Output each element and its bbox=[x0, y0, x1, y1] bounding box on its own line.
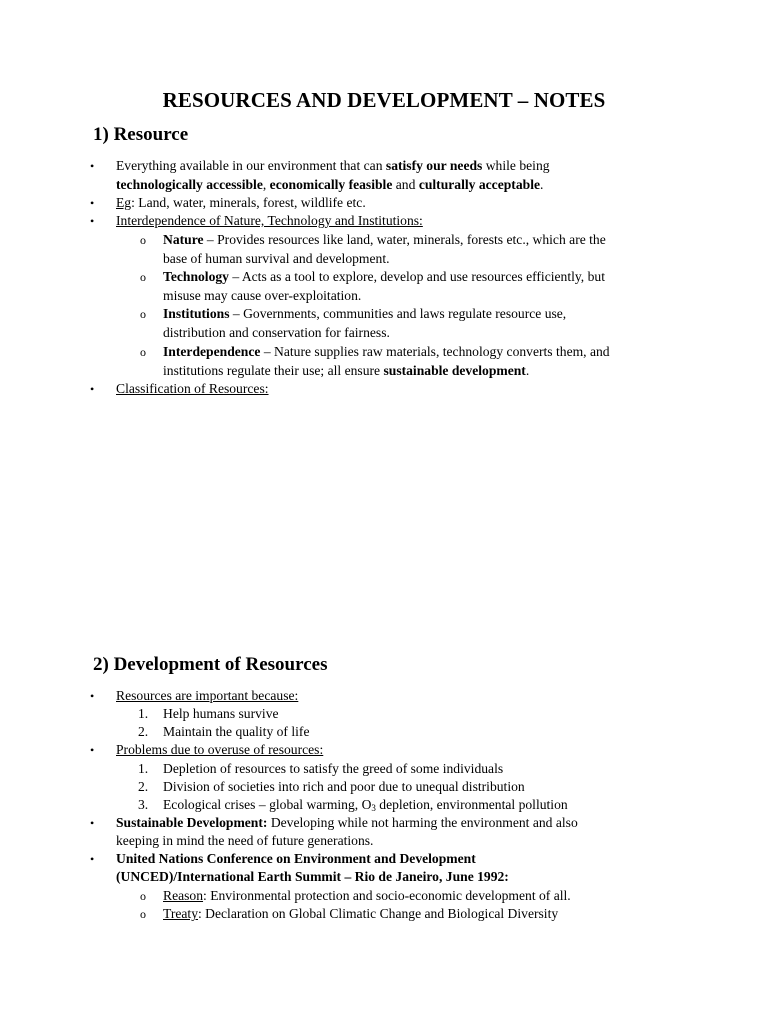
list-item: Division of societies into rich and poor due to unequal distribution bbox=[163, 779, 525, 794]
sub-bullet-icon: o bbox=[140, 270, 146, 284]
classification-heading: Classification of Resources: bbox=[116, 381, 269, 396]
list-number: 2. bbox=[138, 724, 149, 739]
unced-heading-line2: (UNCED)/International Earth Summit – Rio de Janeiro, June 1992: bbox=[116, 869, 509, 884]
bullet-icon: • bbox=[90, 743, 95, 757]
bullet-icon: • bbox=[90, 214, 95, 228]
list-item: Ecological crises – global warming, $O_3$ depletion, environmental pollution bbox=[163, 797, 568, 813]
unced-treaty: Treaty: Declaration on Global Climatic Change and Biological Diversity bbox=[163, 906, 559, 921]
bullet-icon: • bbox=[90, 196, 95, 210]
bullet-icon: • bbox=[90, 816, 95, 830]
list-number: 2. bbox=[138, 779, 149, 794]
list-number: 3. bbox=[138, 797, 149, 812]
sub-bullet-icon: o bbox=[140, 907, 146, 921]
section-heading-resource: 1) Resource bbox=[93, 124, 189, 145]
interdependence-line2: institutions regulate their use; all ensure sustainable development. bbox=[163, 363, 530, 378]
list-item: Maintain the quality of life bbox=[163, 724, 310, 739]
technology-line1: Technology – Acts as a tool to explore, develop and use resources efficiently, but bbox=[163, 269, 605, 284]
problems-heading: Problems due to overuse of resources: bbox=[116, 742, 324, 757]
sub-bullet-icon: o bbox=[140, 233, 146, 247]
unced-reason: Reason: Environmental protection and socio-economic development of all. bbox=[163, 888, 571, 903]
list-item: Help humans survive bbox=[163, 706, 279, 721]
bullet-icon: • bbox=[90, 159, 95, 173]
bullet-icon: • bbox=[90, 382, 95, 396]
nature-line1: Nature – Provides resources like land, water, minerals, forests etc., which are the bbox=[163, 232, 606, 247]
sub-bullet-icon: o bbox=[140, 307, 146, 321]
list-item: Depletion of resources to satisfy the greed of some individuals bbox=[163, 761, 504, 776]
sustainable-development-line2: keeping in mind the need of future generations. bbox=[116, 833, 374, 848]
nature-line2: base of human survival and development. bbox=[163, 251, 390, 266]
page-title: RESOURCES AND DEVELOPMENT – NOTES bbox=[162, 88, 606, 112]
interdependence-line1: Interdependence – Nature supplies raw materials, technology converts them, and bbox=[163, 344, 610, 359]
unced-heading-line1: United Nations Conference on Environment and Development bbox=[116, 851, 476, 866]
bullet-icon: • bbox=[90, 689, 95, 703]
importance-heading: Resources are important because: bbox=[116, 688, 299, 703]
list-number: 1. bbox=[138, 706, 149, 721]
list-number: 1. bbox=[138, 761, 149, 776]
bullet-icon: • bbox=[90, 852, 95, 866]
sub-bullet-icon: o bbox=[140, 889, 146, 903]
resource-definition-line2: technologically accessible, economically feasible and culturally acceptable. bbox=[116, 177, 544, 192]
section-heading-development: 2) Development of Resources bbox=[93, 654, 328, 675]
sub-bullet-icon: o bbox=[140, 345, 146, 359]
institutions-line2: distribution and conservation for fairness. bbox=[163, 325, 390, 340]
example-line: Eg: Land, water, minerals, forest, wildlife etc. bbox=[116, 195, 366, 210]
technology-line2: misuse may cause over-exploitation. bbox=[163, 288, 362, 303]
sustainable-development-line1: Sustainable Development: Developing while not harming the environment and also bbox=[116, 815, 578, 830]
institutions-line1: Institutions – Governments, communities and laws regulate resource use, bbox=[163, 306, 567, 321]
interdependence-heading: Interdependence of Nature, Technology and Institutions: bbox=[116, 213, 423, 228]
resource-definition-line1: Everything available in our environment that can satisfy our needs while being bbox=[116, 158, 550, 173]
